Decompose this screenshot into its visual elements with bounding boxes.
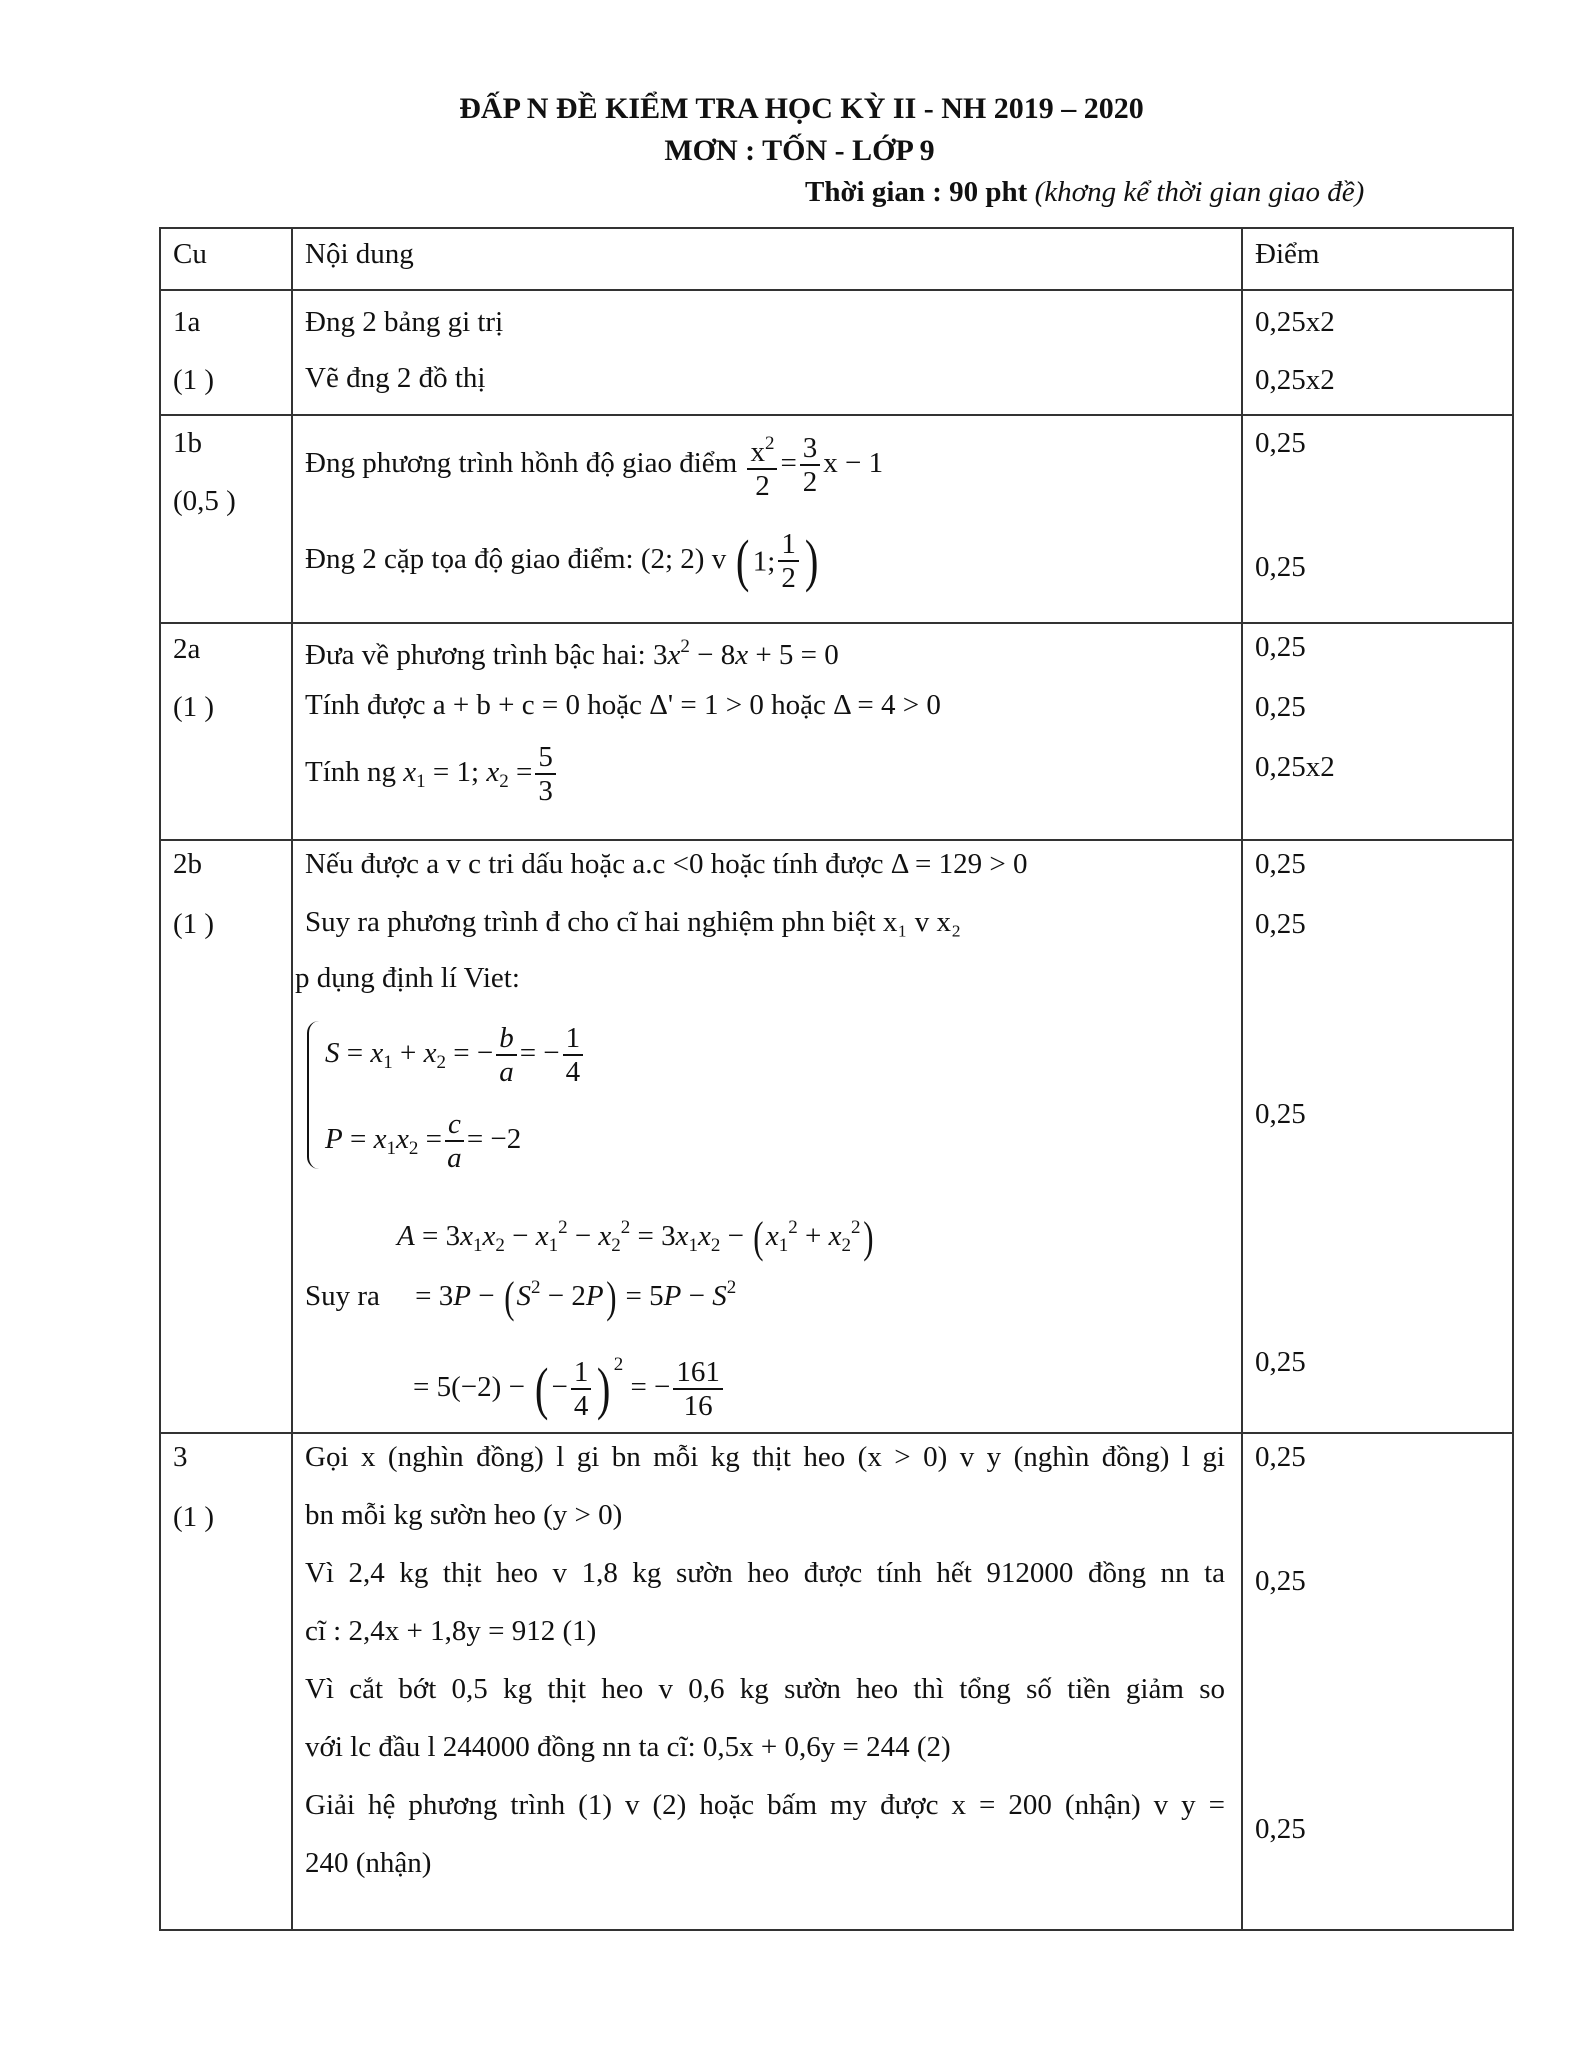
math-fraction: $\frac{1}{4}$ (563, 1022, 584, 1088)
content-line: Đng phương trình hồnh độ giao điểm $\frac{x^2}{2}$ = $\frac{3}{2}$ x − 1 (305, 428, 883, 502)
table-row (160, 415, 1513, 623)
score: 0,25x2 (1255, 306, 1335, 338)
table-row (160, 623, 1513, 840)
page-title: ĐẤP N ĐỀ KIỂM TRA HỌC KỲ II - NH 2019 – 2020 (459, 92, 1144, 125)
question-id: 1a (173, 306, 201, 338)
content-line: Đng 2 bảng gi trị (305, 306, 504, 338)
score: 0,25 (1255, 1346, 1306, 1378)
question-points: (1 ) (173, 691, 215, 723)
question-id: 2a (173, 633, 201, 665)
math-fraction: $\frac{x^2}{2}$ (747, 428, 777, 502)
score: 0,25x2 (1255, 751, 1335, 783)
score: 0,25 (1255, 1441, 1306, 1473)
question-id: 1b (173, 427, 202, 459)
content-text: Suy ra (305, 1280, 380, 1312)
question-points: (1 ) (173, 364, 215, 396)
math-fraction: $\frac{c}{a}$ (445, 1108, 464, 1174)
content-line: Tính ng $x_1 = 1$; $x_2$ = $\frac{5}{3}$ (305, 736, 559, 818)
content-line: cĩ : 2,4x + 1,8y = 912 (1) (305, 1615, 597, 1647)
formula-product: $P = x_1x_2$ = $\frac{c}{a}$ = −2 (325, 1108, 522, 1175)
score: 0,25 (1255, 631, 1306, 663)
score: 0,25 (1255, 551, 1306, 583)
content-line: Nếu được a v c tri dấu hoặc a.c <0 hoặc tính được Δ = 129 > 0 (305, 848, 1028, 880)
content-line: Suy ra phương trình đ cho cĩ hai nghiệm phn biệt x₁ v x₂ (305, 906, 962, 938)
content-line: Gọi x (nghìn đồng) l gi bn mỗi kg thịt heo (x > 0) v y (nghìn đồng) l gi (305, 1441, 1225, 1473)
table-row (160, 290, 1513, 415)
time-note: (khơng kể thời gian giao đề) (1034, 176, 1365, 208)
time-label: Thời gian : 90 pht (805, 176, 1028, 208)
math-fraction: $\frac{161}{16}$ (673, 1356, 723, 1422)
content-line: 240 (nhận) (305, 1847, 432, 1879)
score: 0,25 (1255, 1813, 1306, 1845)
score: 0,25 (1255, 1098, 1306, 1130)
score: 0,25 (1255, 1565, 1306, 1597)
content-line: bn mỗi kg sườn heo (y > 0) (305, 1499, 623, 1531)
math-fraction: $\frac{3}{2}$ (800, 432, 821, 498)
question-points: (1 ) (173, 1501, 215, 1533)
content-line: Đng 2 cặp tọa độ giao điểm: (2; 2) v (1; $\frac{1}{2}$ ) (305, 528, 819, 595)
table-row (160, 840, 1513, 1433)
content-line: Tính được a + b + c = 0 hoặc Δ' = 1 > 0 hoặc Δ = 4 > 0 (305, 689, 941, 721)
content-line: Vì cắt bớt 0,5 kg thịt heo v 0,6 kg sườn heo thì tổng số tiền giảm so (305, 1673, 1225, 1705)
table-row (160, 1433, 1513, 1930)
question-points: (1 ) (173, 908, 215, 940)
content-text: Tính được a + b + c = 0 hoặc (305, 689, 642, 721)
answer-table (159, 227, 1514, 1931)
score: 0,25 (1255, 908, 1306, 940)
score: 0,25 (1255, 691, 1306, 723)
math-fraction: $\frac{1}{2}$ (778, 528, 799, 594)
content-line: Vẽ đng 2 đồ thị (305, 362, 486, 394)
math-fraction: $\frac{5}{3}$ (535, 741, 556, 807)
formula-result: = 5(−2) − (− $\frac{1}{4}$ ) $^2$ = − $\frac{161}{16}$ (413, 1325, 726, 1427)
score: 0,25x2 (1255, 364, 1335, 396)
content-text: Nếu được a v c tri dấu hoặc a.c <0 hoặc tính được (305, 848, 884, 880)
content-line: Giải hệ phương trình (1) v (2) hoặc bấm my được x = 200 (nhận) v y = (305, 1789, 1225, 1821)
math-fraction: $\frac{1}{4}$ (571, 1356, 592, 1422)
content-text: Đưa về phương trình bậc hai: (305, 639, 646, 671)
subject-line: MƠN : TỐN - LỚP 9 (664, 134, 935, 167)
content-text: Tính ng (305, 756, 397, 788)
question-id: 3 (173, 1441, 188, 1473)
content-line: Vì 2,4 kg thịt heo v 1,8 kg sườn heo được tính hết 912000 đồng nn ta (305, 1557, 1225, 1589)
question-points: (0,5 ) (173, 485, 236, 517)
content-line: Đưa về phương trình bậc hai: $3x^2 - 8x + 5 = 0$ (305, 636, 839, 671)
question-id: 2b (173, 848, 202, 880)
formula-sum: $S = x_1 + x_2$ = − $\frac{b}{a}$ = − $\frac{1}{4}$ (325, 1017, 586, 1099)
score: 0,25 (1255, 427, 1306, 459)
content-line: Suy ra = $3P - (S^2 - 2P) = 5P - S^2$ (305, 1273, 737, 1323)
formula-a: $A = 3x_1x_2 - x_1^2 - x_2^2 = 3x_1x_2 - (x_1^2 + x_2^2)$ (397, 1213, 873, 1263)
system-brace (307, 1021, 319, 1169)
content-text: Đng phương trình hồnh độ giao điểm (305, 447, 738, 479)
content-line: p dụng định lí Viet: (295, 962, 520, 994)
score: 0,25 (1255, 848, 1306, 880)
time-line (805, 176, 1364, 209)
header-content: Nội dung (305, 238, 414, 270)
content-text: Đng 2 cặp tọa độ giao điểm: (2; 2) v (305, 543, 727, 575)
header-question: Cu (173, 238, 207, 270)
table-header-row (160, 228, 1513, 290)
header-score: Điểm (1255, 238, 1320, 270)
math-fraction: $\frac{b}{a}$ (496, 1022, 517, 1088)
content-line: với lc đầu l 244000 đồng nn ta cĩ: 0,5x + 0,6y = 244 (2) (305, 1731, 951, 1763)
content-text: hoặc (771, 689, 826, 721)
